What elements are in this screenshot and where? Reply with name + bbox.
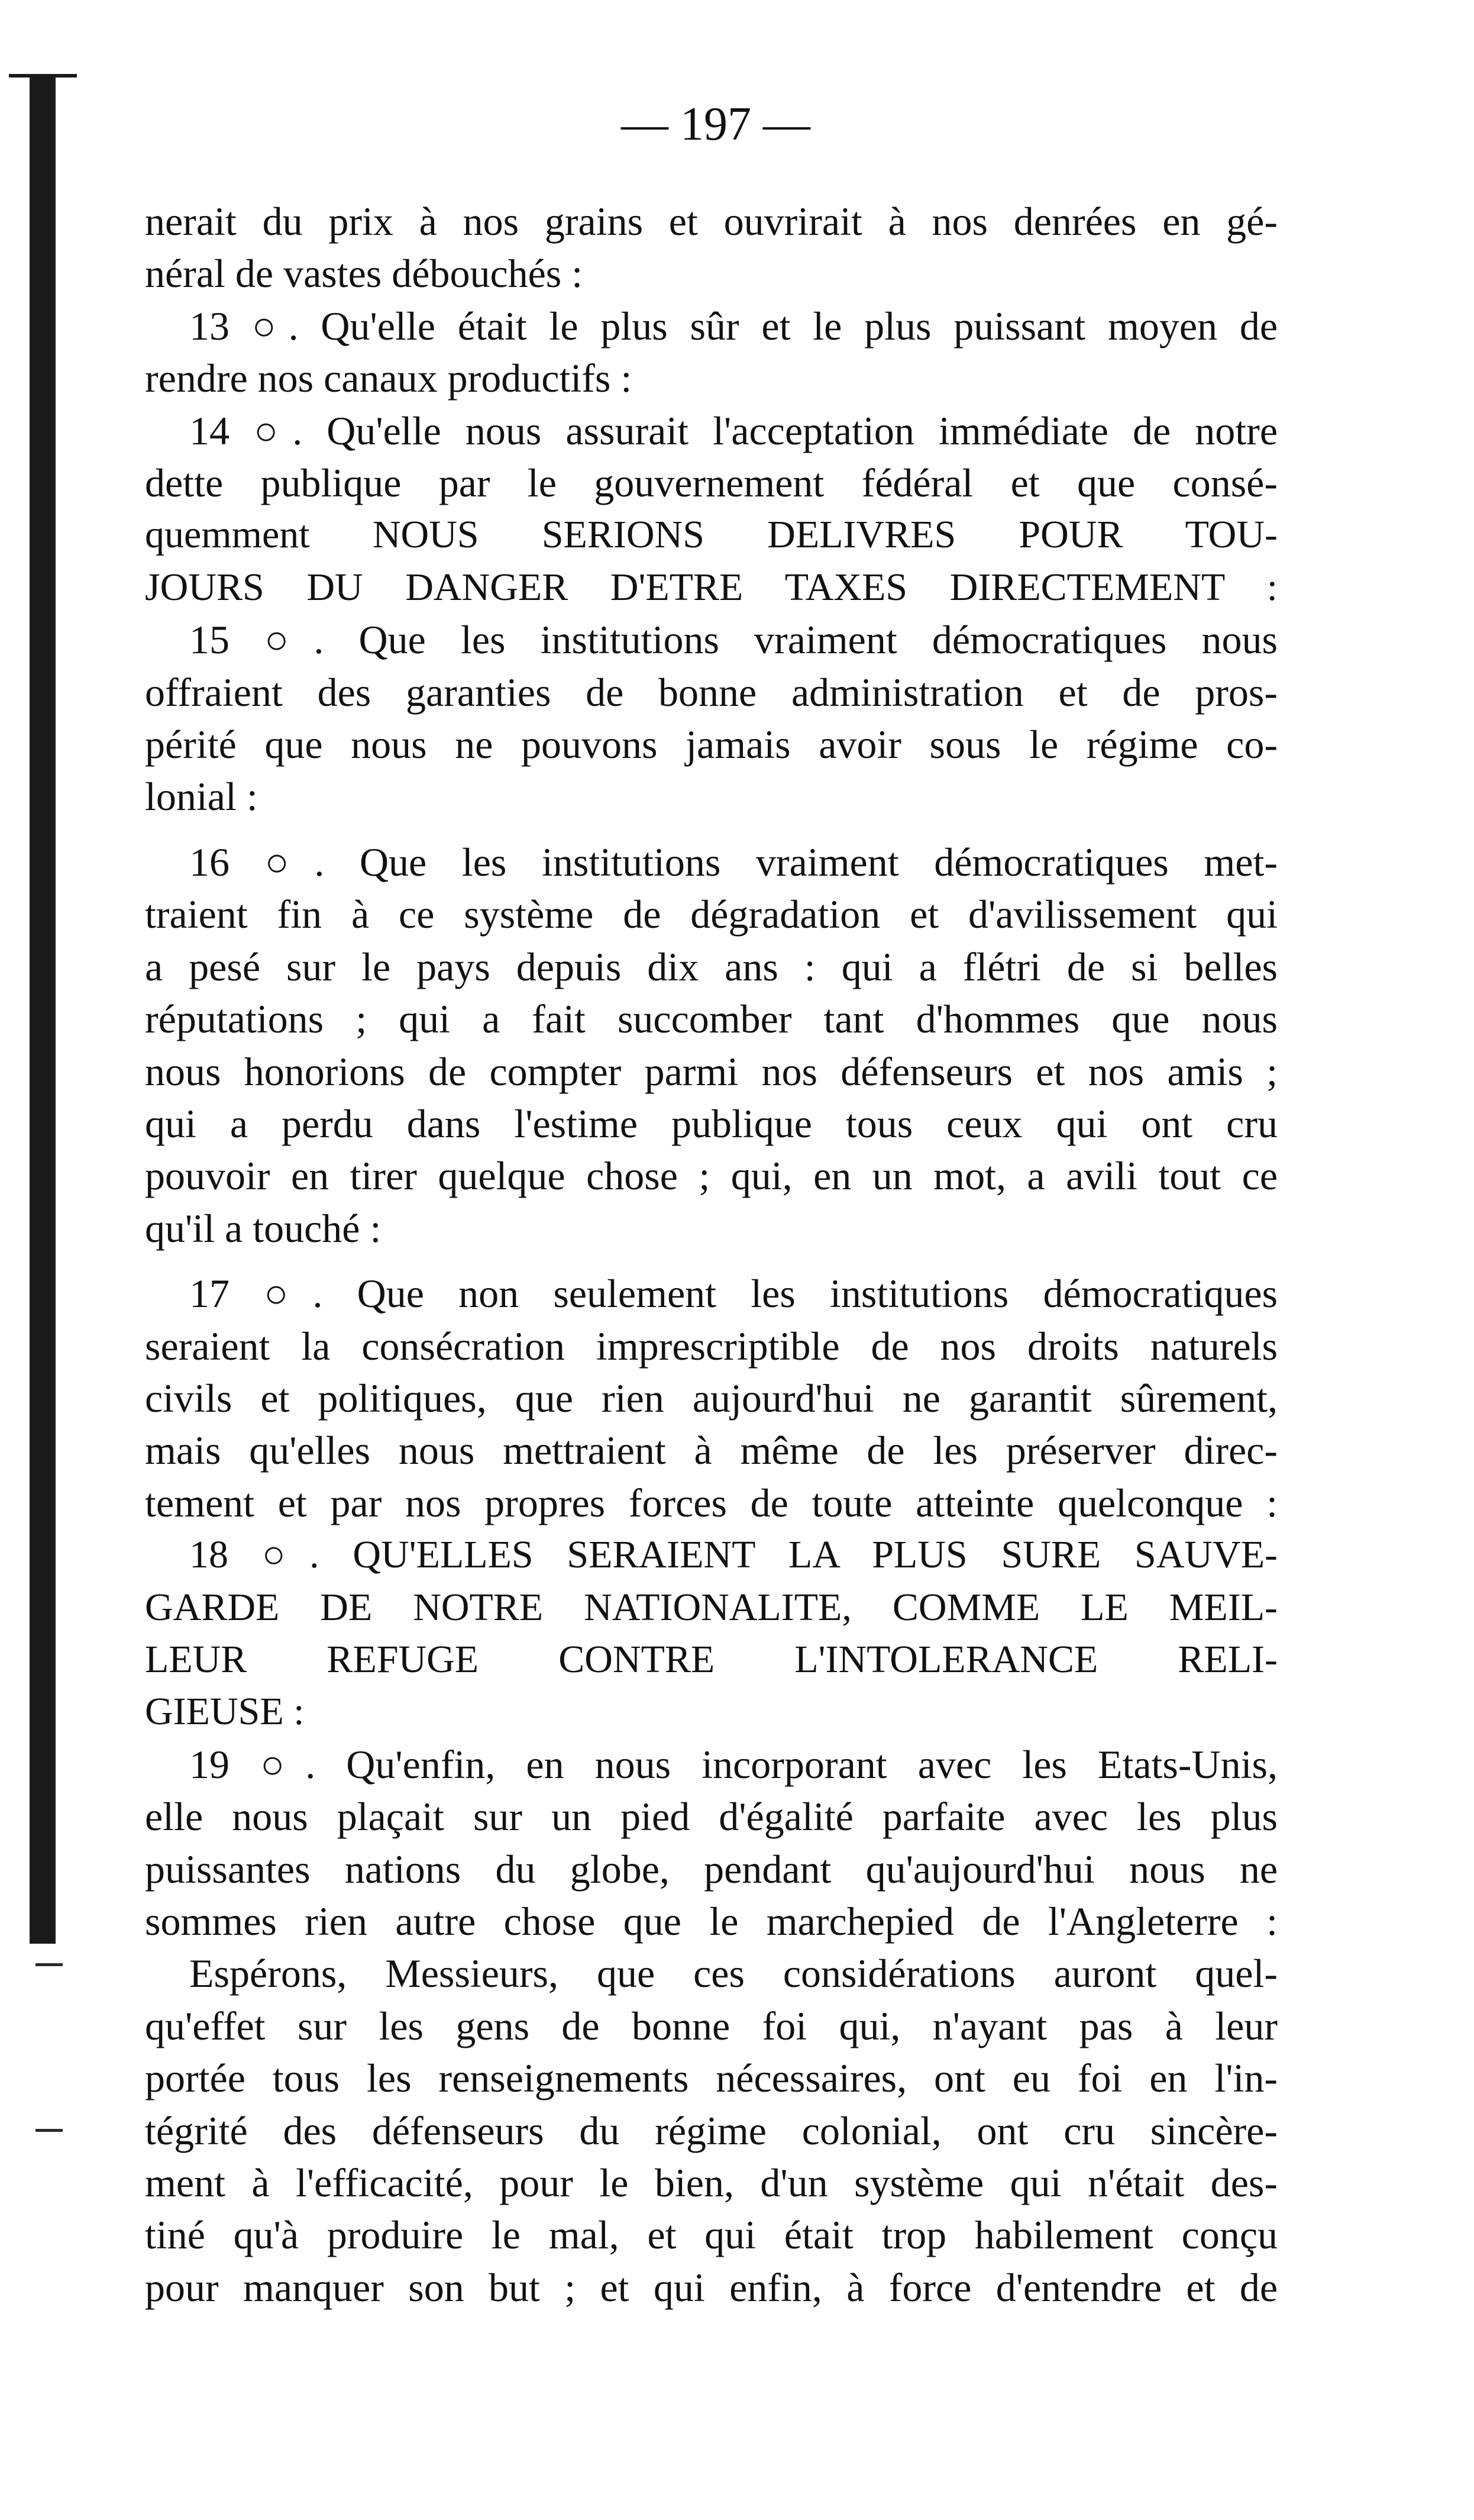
margin-dash: [35, 2129, 63, 2132]
text-line: LEUR REFUGE CONTRE L'INTOLERANCE RELI-: [145, 1637, 1278, 1681]
text-line: tement et par nos propres forces de toute atteinte quelconque :: [145, 1480, 1278, 1525]
text-line: pouvoir en tirer quelque chose ; qui, en un mot, a avili tout ce: [145, 1153, 1278, 1199]
text-line: mais qu'elles nous mettraient à même de les préserver direc-: [145, 1428, 1278, 1473]
margin-dash: [35, 1963, 63, 1966]
paragraph-gap: [145, 823, 1278, 836]
text-line: tégrité des défenseurs du régime colonial, ont cru sincère-: [145, 2108, 1278, 2153]
text-line: traient fin à ce système de dégradation et d'avilissement qui: [145, 892, 1278, 937]
margin-rule: [30, 74, 56, 1944]
text-line: elle nous plaçait sur un pied d'égalité parfaite avec les plus: [145, 1794, 1278, 1840]
text-line: néral de vastes débouchés :: [145, 251, 583, 296]
text-line: 18 ○. QU'ELLES SERAIENT LA PLUS SURE SAUVE-: [189, 1533, 1278, 1577]
text-line: qu'il a touché :: [145, 1205, 382, 1251]
paragraph-gap: [145, 1254, 1278, 1267]
text-line: lonial :: [145, 774, 258, 819]
text-line: ment à l'efficacité, pour le bien, d'un système qui n'était des-: [145, 2160, 1278, 2206]
text-line: JOURS DU DANGER D'ETRE TAXES DIRECTEMENT :: [145, 565, 1278, 609]
text-line: portée tous les renseignements nécessaires, ont eu foi en l'in-: [145, 2056, 1278, 2101]
text-line: sommes rien autre chose que le marchepied de l'Angleterre :: [145, 1899, 1278, 1944]
text-line: 15 ○. Que les institutions vraiment démocratiques nous: [189, 617, 1278, 663]
text-line: GARDE DE NOTRE NATIONALITE, COMME LE MEIL-: [145, 1585, 1278, 1629]
text-line: réputations ; qui a fait succomber tant d'hommes que nous: [145, 996, 1278, 1042]
text-line: nerait du prix à nos grains et ouvrirait à nos denrées en gé-: [145, 199, 1278, 244]
text-line: qu'effet sur les gens de bonne foi qui, n'ayant pas à leur: [145, 2003, 1278, 2048]
text-line: Espérons, Messieurs, que ces considérations auront quel-: [189, 1951, 1278, 1996]
text-line: seraient la consécration imprescriptible de nos droits naturels: [145, 1323, 1278, 1369]
page-body-text: [145, 195, 1278, 2314]
page-number: — 197 —: [621, 98, 810, 150]
text-line: 19 ○. Qu'enfin, en nous incorporant avec les Etats-Unis,: [189, 1741, 1278, 1787]
text-line: 14 ○. Qu'elle nous assurait l'acceptation immédiate de notre: [189, 408, 1278, 453]
text-line: qui a perdu dans l'estime publique tous ceux qui ont cru: [145, 1101, 1278, 1146]
text-line: périté que nous ne pouvons jamais avoir sous le régime co-: [145, 722, 1278, 767]
text-line: puissantes nations du globe, pendant qu'aujourd'hui nous ne: [145, 1846, 1278, 1892]
text-line: nous honorions de compter parmi nos défenseurs et nos amis ;: [145, 1048, 1278, 1094]
text-line: civils et politiques, que rien aujourd'hui ne garantit sûrement,: [145, 1375, 1278, 1421]
text-line: rendre nos canaux productifs :: [145, 356, 632, 401]
text-line: a pesé sur le pays depuis dix ans : qui a flétri de si belles: [145, 944, 1278, 989]
text-line: pour manquer son but ; et qui enfin, à force d'entendre et de: [145, 2264, 1278, 2310]
text-line: 16 ○. Que les institutions vraiment démocratiques met-: [189, 839, 1278, 885]
text-line: 13 ○. Qu'elle était le plus sûr et le plus puissant moyen de: [189, 303, 1278, 349]
text-line: quemment NOUS SERIONS DELIVRES POUR TOU-: [145, 513, 1278, 557]
text-line: dette publique par le gouvernement fédéral et que consé-: [145, 460, 1278, 506]
text-line: tiné qu'à produire le mal, et qui était trop habilement conçu: [145, 2212, 1278, 2258]
text-line: offraient des garanties de bonne administration et de pros-: [145, 669, 1278, 715]
text-line: 17 ○. Que non seulement les institutions démocratiques: [189, 1271, 1278, 1317]
text-line: GIEUSE :: [145, 1690, 305, 1734]
